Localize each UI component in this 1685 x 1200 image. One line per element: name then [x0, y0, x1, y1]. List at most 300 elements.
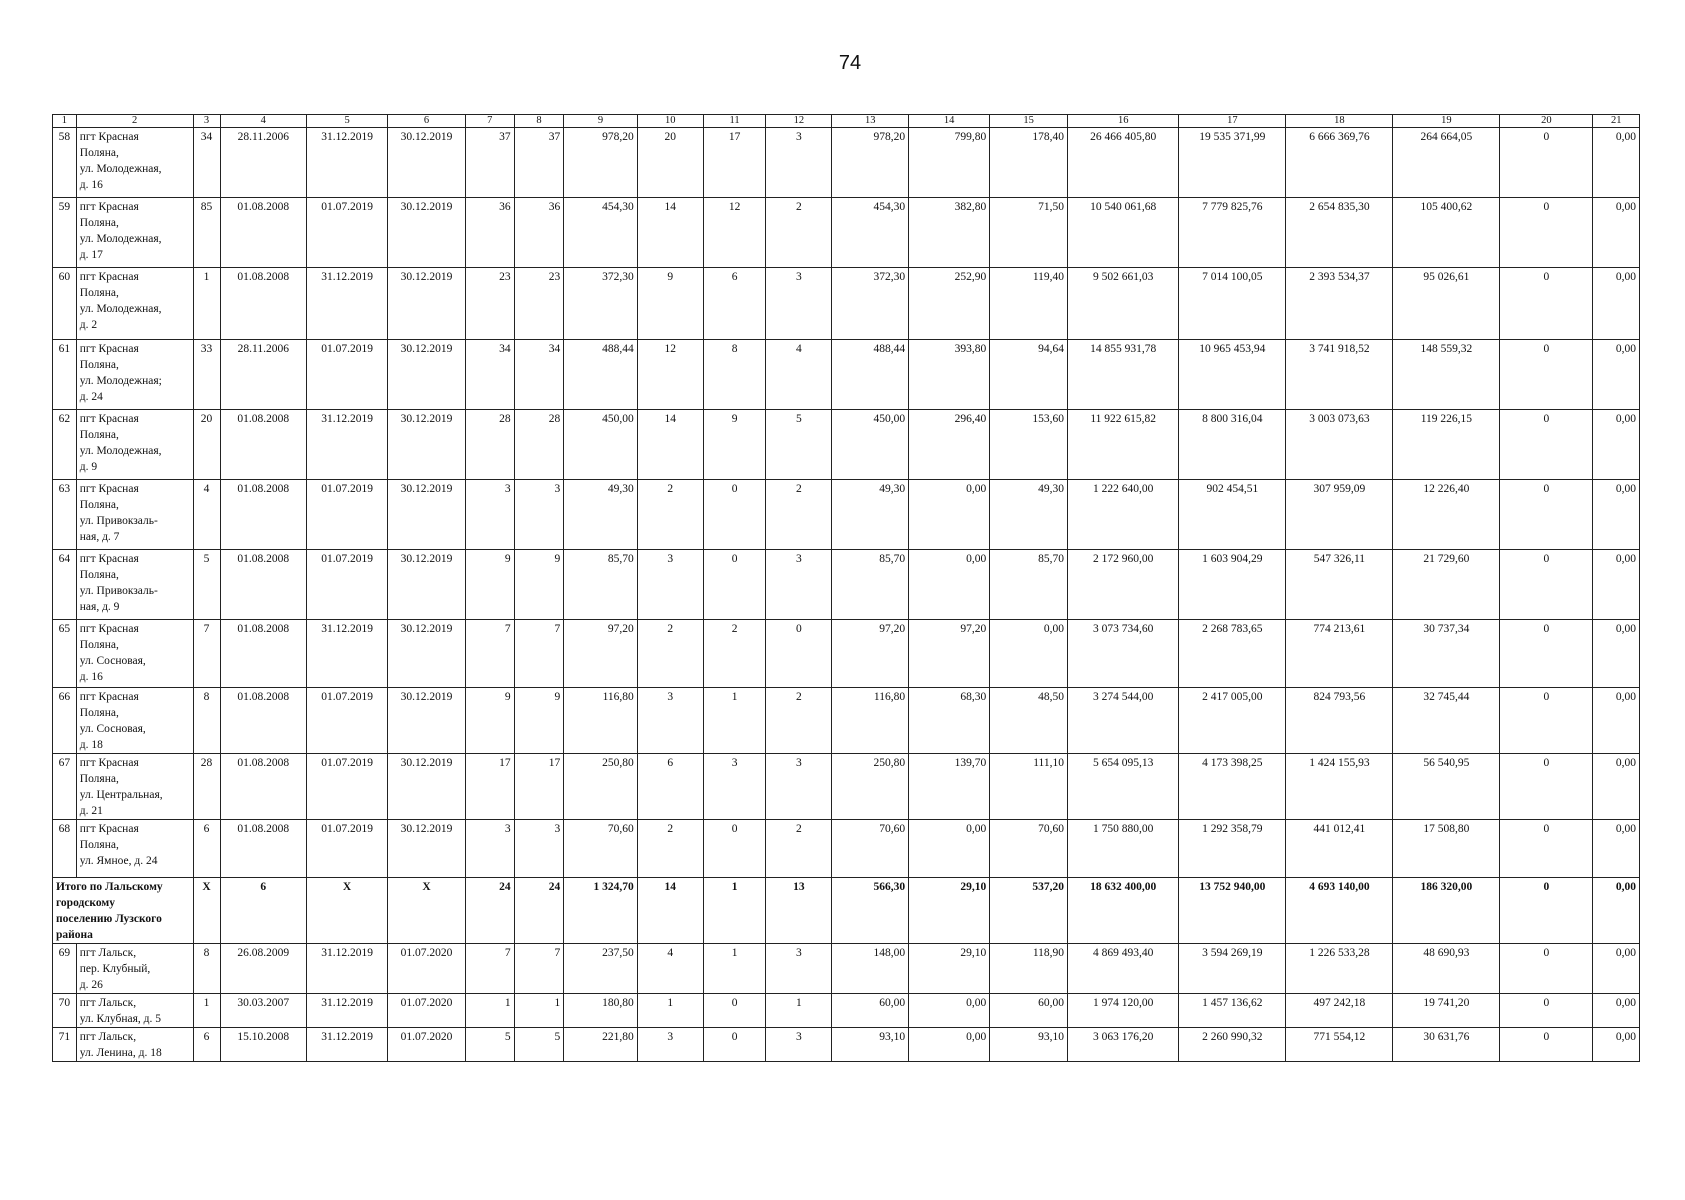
cell-c13: 978,20: [832, 128, 909, 198]
cell-c16: 1 222 640,00: [1068, 480, 1179, 550]
cell-c20: 0: [1500, 944, 1593, 994]
cell-c12: 3: [766, 268, 832, 340]
cell-c12: 3: [766, 754, 832, 820]
cell-c10: 3: [637, 550, 703, 620]
cell-c9: 221,80: [564, 1028, 638, 1062]
address-cell-line: ул. Молодежная;: [79, 375, 162, 387]
cell-c21: 0,00: [1593, 340, 1640, 410]
cell-c7: 7: [465, 620, 514, 688]
cell-c20: 0: [1500, 688, 1593, 754]
cell-c5: 31.12.2019: [307, 1028, 388, 1062]
address-cell-line: д. 21: [79, 805, 103, 817]
cell-c18: 6 666 369,76: [1286, 128, 1393, 198]
address-cell-line: Поляна,: [79, 499, 119, 511]
cell-c9: 70,60: [564, 820, 638, 878]
table-row: [53, 944, 1640, 994]
cell-c4: 01.08.2008: [220, 754, 306, 820]
cell-c15: 49,30: [990, 480, 1068, 550]
address-cell-line: Поляна,: [79, 359, 119, 371]
cell-c20: 0: [1500, 128, 1593, 198]
cell-c7: 34: [465, 340, 514, 410]
row-number: 62: [53, 410, 77, 480]
cell-c14: 799,80: [909, 128, 990, 198]
address-cell-line: ул. Центральная,: [79, 789, 163, 801]
column-header-8: 8: [514, 115, 564, 128]
cell-c14: 0,00: [909, 480, 990, 550]
cell-c19: 12 226,40: [1393, 480, 1500, 550]
cell-c18: 307 959,09: [1286, 480, 1393, 550]
cell-c21: 0,00: [1593, 994, 1640, 1028]
table-row: [53, 754, 1640, 820]
cell-c12: 3: [766, 1028, 832, 1062]
cell-c18: 441 012,41: [1286, 820, 1393, 878]
cell-c16: 14 855 931,78: [1068, 340, 1179, 410]
header-row: [53, 115, 1640, 128]
cell-c13: 488,44: [832, 340, 909, 410]
cell-c10: 6: [637, 754, 703, 820]
cell-c11: 0: [703, 994, 766, 1028]
cell-c19: 30 631,76: [1393, 1028, 1500, 1062]
address-cell: [76, 820, 193, 878]
cell-c13: 148,00: [832, 944, 909, 994]
cell-c10: 3: [637, 688, 703, 754]
address-cell-line: ул. Клубная, д. 5: [79, 1013, 162, 1025]
cell-c11: 17: [703, 128, 766, 198]
cell-c4: 01.08.2008: [220, 410, 306, 480]
total-c3: X: [193, 878, 220, 944]
cell-c12: 4: [766, 340, 832, 410]
address-cell: [76, 198, 193, 268]
cell-c4: 01.08.2008: [220, 550, 306, 620]
cell-c18: 1 226 533,28: [1286, 944, 1393, 994]
address-cell-line: Поляна,: [79, 217, 119, 229]
table-row: [53, 550, 1640, 620]
column-header-18: 18: [1286, 115, 1393, 128]
cell-c14: 296,40: [909, 410, 990, 480]
cell-c9: 116,80: [564, 688, 638, 754]
cell-c3: 34: [193, 128, 220, 198]
cell-c14: 139,70: [909, 754, 990, 820]
total-c8: 24: [514, 878, 564, 944]
cell-c11: 3: [703, 754, 766, 820]
cell-c21: 0,00: [1593, 410, 1640, 480]
address-cell-line: д. 9: [79, 461, 98, 473]
address-cell-line: Поляна,: [79, 639, 119, 651]
cell-c16: 3 073 734,60: [1068, 620, 1179, 688]
total-c18: 4 693 140,00: [1286, 878, 1393, 944]
cell-c5: 01.07.2019: [307, 688, 388, 754]
cell-c13: 116,80: [832, 688, 909, 754]
address-cell-line: ул. Молодежная,: [79, 163, 162, 175]
cell-c17: 1 457 136,62: [1179, 994, 1286, 1028]
cell-c9: 454,30: [564, 198, 638, 268]
cell-c18: 3 003 073,63: [1286, 410, 1393, 480]
cell-c19: 30 737,34: [1393, 620, 1500, 688]
cell-c3: 85: [193, 198, 220, 268]
cell-c18: 771 554,12: [1286, 1028, 1393, 1062]
cell-c20: 0: [1500, 340, 1593, 410]
cell-c5: 31.12.2019: [307, 620, 388, 688]
cell-c16: 10 540 061,68: [1068, 198, 1179, 268]
cell-c4: 01.08.2008: [220, 820, 306, 878]
cell-c13: 60,00: [832, 994, 909, 1028]
cell-c15: 70,60: [990, 820, 1068, 878]
address-cell-line: пгт Лальск,: [79, 997, 137, 1009]
cell-c3: 1: [193, 268, 220, 340]
cell-c17: 3 594 269,19: [1179, 944, 1286, 994]
cell-c3: 6: [193, 1028, 220, 1062]
cell-c4: 01.08.2008: [220, 268, 306, 340]
row-number: 64: [53, 550, 77, 620]
cell-c17: 10 965 453,94: [1179, 340, 1286, 410]
total-c17: 13 752 940,00: [1179, 878, 1286, 944]
address-cell-line: пгт Красная: [79, 413, 139, 425]
cell-c20: 0: [1500, 198, 1593, 268]
cell-c13: 70,60: [832, 820, 909, 878]
cell-c10: 1: [637, 994, 703, 1028]
address-cell: [76, 944, 193, 994]
cell-c14: 29,10: [909, 944, 990, 994]
cell-c12: 3: [766, 550, 832, 620]
cell-c14: 393,80: [909, 340, 990, 410]
cell-c7: 3: [465, 480, 514, 550]
total-label-line: поселению Лузского: [56, 913, 162, 925]
cell-c11: 2: [703, 620, 766, 688]
cell-c18: 1 424 155,93: [1286, 754, 1393, 820]
cell-c17: 7 014 100,05: [1179, 268, 1286, 340]
cell-c16: 1 750 880,00: [1068, 820, 1179, 878]
address-cell: [76, 688, 193, 754]
cell-c11: 1: [703, 688, 766, 754]
page-number: 74: [838, 52, 862, 74]
total-label-line: Итого по Лальскому: [56, 881, 163, 893]
cell-c8: 1: [514, 994, 564, 1028]
cell-c20: 0: [1500, 550, 1593, 620]
cell-c7: 28: [465, 410, 514, 480]
cell-c16: 2 172 960,00: [1068, 550, 1179, 620]
total-c11: 1: [703, 878, 766, 944]
row-number: 69: [53, 944, 77, 994]
total-c10: 14: [637, 878, 703, 944]
cell-c8: 34: [514, 340, 564, 410]
cell-c17: 19 535 371,99: [1179, 128, 1286, 198]
address-cell: [76, 1028, 193, 1062]
cell-c15: 93,10: [990, 1028, 1068, 1062]
cell-c18: 497 242,18: [1286, 994, 1393, 1028]
cell-c13: 93,10: [832, 1028, 909, 1062]
cell-c4: 01.08.2008: [220, 198, 306, 268]
column-header-2: 2: [76, 115, 193, 128]
cell-c13: 454,30: [832, 198, 909, 268]
address-cell-line: ул. Молодежная,: [79, 233, 162, 245]
cell-c19: 32 745,44: [1393, 688, 1500, 754]
address-cell: [76, 340, 193, 410]
cell-c10: 20: [637, 128, 703, 198]
cell-c9: 237,50: [564, 944, 638, 994]
cell-c20: 0: [1500, 268, 1593, 340]
cell-c17: 8 800 316,04: [1179, 410, 1286, 480]
row-number: 68: [53, 820, 77, 878]
row-number: 60: [53, 268, 77, 340]
cell-c9: 488,44: [564, 340, 638, 410]
cell-c10: 14: [637, 410, 703, 480]
cell-c11: 6: [703, 268, 766, 340]
row-number: 58: [53, 128, 77, 198]
cell-c18: 774 213,61: [1286, 620, 1393, 688]
cell-c18: 2 393 534,37: [1286, 268, 1393, 340]
cell-c5: 31.12.2019: [307, 944, 388, 994]
cell-c17: 4 173 398,25: [1179, 754, 1286, 820]
cell-c8: 5: [514, 1028, 564, 1062]
cell-c11: 9: [703, 410, 766, 480]
address-cell-line: пгт Красная: [79, 483, 139, 495]
total-c4: 6: [220, 878, 306, 944]
address-cell-line: ул. Сосновая,: [79, 723, 146, 735]
cell-c8: 9: [514, 688, 564, 754]
cell-c18: 2 654 835,30: [1286, 198, 1393, 268]
address-cell-line: пгт Красная: [79, 553, 139, 565]
cell-c5: 01.07.2019: [307, 820, 388, 878]
cell-c12: 2: [766, 198, 832, 268]
cell-c7: 7: [465, 944, 514, 994]
column-header-1: 1: [53, 115, 77, 128]
cell-c13: 250,80: [832, 754, 909, 820]
address-cell-line: ул. Молодежная,: [79, 445, 162, 457]
cell-c16: 26 466 405,80: [1068, 128, 1179, 198]
cell-c20: 0: [1500, 1028, 1593, 1062]
cell-c20: 0: [1500, 480, 1593, 550]
address-cell: [76, 550, 193, 620]
cell-c14: 252,90: [909, 268, 990, 340]
address-cell-line: Поляна,: [79, 773, 119, 785]
cell-c15: 119,40: [990, 268, 1068, 340]
cell-c20: 0: [1500, 754, 1593, 820]
cell-c14: 382,80: [909, 198, 990, 268]
cell-c6: 30.12.2019: [388, 688, 466, 754]
cell-c4: 01.08.2008: [220, 688, 306, 754]
column-header-15: 15: [990, 115, 1068, 128]
total-c6: X: [388, 878, 466, 944]
cell-c12: 2: [766, 480, 832, 550]
cell-c13: 97,20: [832, 620, 909, 688]
cell-c6: 30.12.2019: [388, 340, 466, 410]
cell-c9: 450,00: [564, 410, 638, 480]
address-cell-line: Поляна,: [79, 569, 119, 581]
cell-c3: 33: [193, 340, 220, 410]
cell-c15: 178,40: [990, 128, 1068, 198]
address-cell-line: д. 16: [79, 671, 103, 683]
address-cell-line: ул. Ленина, д. 18: [79, 1047, 162, 1059]
total-c7: 24: [465, 878, 514, 944]
column-header-9: 9: [564, 115, 638, 128]
cell-c4: 28.11.2006: [220, 340, 306, 410]
cell-c4: 30.03.2007: [220, 994, 306, 1028]
cell-c11: 0: [703, 820, 766, 878]
cell-c15: 118,90: [990, 944, 1068, 994]
cell-c13: 450,00: [832, 410, 909, 480]
cell-c20: 0: [1500, 820, 1593, 878]
address-cell: [76, 410, 193, 480]
cell-c16: 5 654 095,13: [1068, 754, 1179, 820]
cell-c21: 0,00: [1593, 268, 1640, 340]
column-header-5: 5: [307, 115, 388, 128]
cell-c8: 17: [514, 754, 564, 820]
address-cell-line: Поляна,: [79, 839, 119, 851]
cell-c17: 2 260 990,32: [1179, 1028, 1286, 1062]
cell-c14: 0,00: [909, 1028, 990, 1062]
address-cell: [76, 268, 193, 340]
cell-c6: 30.12.2019: [388, 550, 466, 620]
cell-c21: 0,00: [1593, 128, 1640, 198]
cell-c15: 111,10: [990, 754, 1068, 820]
total-label: [53, 878, 194, 944]
address-cell-line: ул. Молодежная,: [79, 303, 162, 315]
cell-c12: 1: [766, 994, 832, 1028]
cell-c17: 902 454,51: [1179, 480, 1286, 550]
cell-c12: 0: [766, 620, 832, 688]
cell-c8: 3: [514, 820, 564, 878]
cell-c12: 3: [766, 128, 832, 198]
total-row: [53, 878, 1640, 944]
address-cell-line: ул. Ямное, д. 24: [79, 855, 158, 867]
address-cell-line: пер. Клубный,: [79, 963, 151, 975]
address-cell-line: д. 24: [79, 391, 103, 403]
cell-c11: 0: [703, 550, 766, 620]
column-header-17: 17: [1179, 115, 1286, 128]
address-cell-line: д. 16: [79, 179, 103, 191]
address-cell-line: Поляна,: [79, 429, 119, 441]
cell-c19: 264 664,05: [1393, 128, 1500, 198]
cell-c10: 12: [637, 340, 703, 410]
address-cell-line: пгт Красная: [79, 201, 139, 213]
cell-c17: 2 268 783,65: [1179, 620, 1286, 688]
total-c20: 0: [1500, 878, 1593, 944]
address-cell: [76, 754, 193, 820]
cell-c19: 56 540,95: [1393, 754, 1500, 820]
cell-c14: 0,00: [909, 994, 990, 1028]
address-cell: [76, 620, 193, 688]
cell-c10: 2: [637, 480, 703, 550]
row-number: 61: [53, 340, 77, 410]
cell-c4: 01.08.2008: [220, 620, 306, 688]
cell-c9: 978,20: [564, 128, 638, 198]
cell-c21: 0,00: [1593, 820, 1640, 878]
cell-c6: 30.12.2019: [388, 754, 466, 820]
cell-c13: 85,70: [832, 550, 909, 620]
cell-c9: 250,80: [564, 754, 638, 820]
address-cell-line: ул. Привокзаль-: [79, 585, 158, 597]
row-number: 71: [53, 1028, 77, 1062]
cell-c10: 14: [637, 198, 703, 268]
address-cell-line: д. 17: [79, 249, 103, 261]
column-header-12: 12: [766, 115, 832, 128]
table-row: [53, 268, 1640, 340]
address-cell-line: ул. Привокзаль-: [79, 515, 158, 527]
table-row: [53, 620, 1640, 688]
cell-c13: 49,30: [832, 480, 909, 550]
table-row: [53, 480, 1640, 550]
column-header-13: 13: [832, 115, 909, 128]
cell-c10: 4: [637, 944, 703, 994]
cell-c3: 7: [193, 620, 220, 688]
cell-c6: 30.12.2019: [388, 410, 466, 480]
cell-c21: 0,00: [1593, 198, 1640, 268]
cell-c9: 180,80: [564, 994, 638, 1028]
cell-c5: 01.07.2019: [307, 480, 388, 550]
cell-c12: 2: [766, 820, 832, 878]
cell-c9: 49,30: [564, 480, 638, 550]
cell-c7: 1: [465, 994, 514, 1028]
row-number: 67: [53, 754, 77, 820]
total-c14: 29,10: [909, 878, 990, 944]
cell-c17: 1 292 358,79: [1179, 820, 1286, 878]
table-row: [53, 820, 1640, 878]
cell-c6: 30.12.2019: [388, 198, 466, 268]
cell-c20: 0: [1500, 620, 1593, 688]
column-header-14: 14: [909, 115, 990, 128]
cell-c8: 7: [514, 944, 564, 994]
address-cell-line: Поляна,: [79, 287, 119, 299]
cell-c19: 17 508,80: [1393, 820, 1500, 878]
cell-c6: 30.12.2019: [388, 820, 466, 878]
cell-c12: 2: [766, 688, 832, 754]
address-cell-line: д. 18: [79, 739, 103, 751]
address-cell-line: пгт Красная: [79, 757, 139, 769]
cell-c19: 48 690,93: [1393, 944, 1500, 994]
cell-c12: 5: [766, 410, 832, 480]
row-number: 66: [53, 688, 77, 754]
column-header-4: 4: [220, 115, 306, 128]
cell-c17: 1 603 904,29: [1179, 550, 1286, 620]
table-row: [53, 1028, 1640, 1062]
cell-c9: 372,30: [564, 268, 638, 340]
cell-c8: 23: [514, 268, 564, 340]
cell-c3: 1: [193, 994, 220, 1028]
address-cell-line: Поляна,: [79, 147, 119, 159]
cell-c16: 3 063 176,20: [1068, 1028, 1179, 1062]
cell-c20: 0: [1500, 410, 1593, 480]
total-c12: 13: [766, 878, 832, 944]
cell-c7: 23: [465, 268, 514, 340]
address-cell: [76, 994, 193, 1028]
column-header-20: 20: [1500, 115, 1593, 128]
cell-c6: 01.07.2020: [388, 1028, 466, 1062]
cell-c5: 01.07.2019: [307, 340, 388, 410]
column-header-19: 19: [1393, 115, 1500, 128]
cell-c4: 28.11.2006: [220, 128, 306, 198]
table-row: [53, 198, 1640, 268]
address-cell-line: д. 2: [79, 319, 98, 331]
total-c15: 537,20: [990, 878, 1068, 944]
cell-c9: 85,70: [564, 550, 638, 620]
cell-c16: 11 922 615,82: [1068, 410, 1179, 480]
cell-c11: 8: [703, 340, 766, 410]
row-number: 63: [53, 480, 77, 550]
cell-c8: 28: [514, 410, 564, 480]
cell-c11: 0: [703, 480, 766, 550]
address-cell-line: ная, д. 9: [79, 601, 120, 613]
cell-c10: 3: [637, 1028, 703, 1062]
cell-c21: 0,00: [1593, 1028, 1640, 1062]
cell-c5: 31.12.2019: [307, 410, 388, 480]
cell-c18: 3 741 918,52: [1286, 340, 1393, 410]
cell-c8: 36: [514, 198, 564, 268]
table-row: [53, 688, 1640, 754]
cell-c7: 3: [465, 820, 514, 878]
cell-c15: 0,00: [990, 620, 1068, 688]
column-header-10: 10: [637, 115, 703, 128]
address-cell-line: Поляна,: [79, 707, 119, 719]
